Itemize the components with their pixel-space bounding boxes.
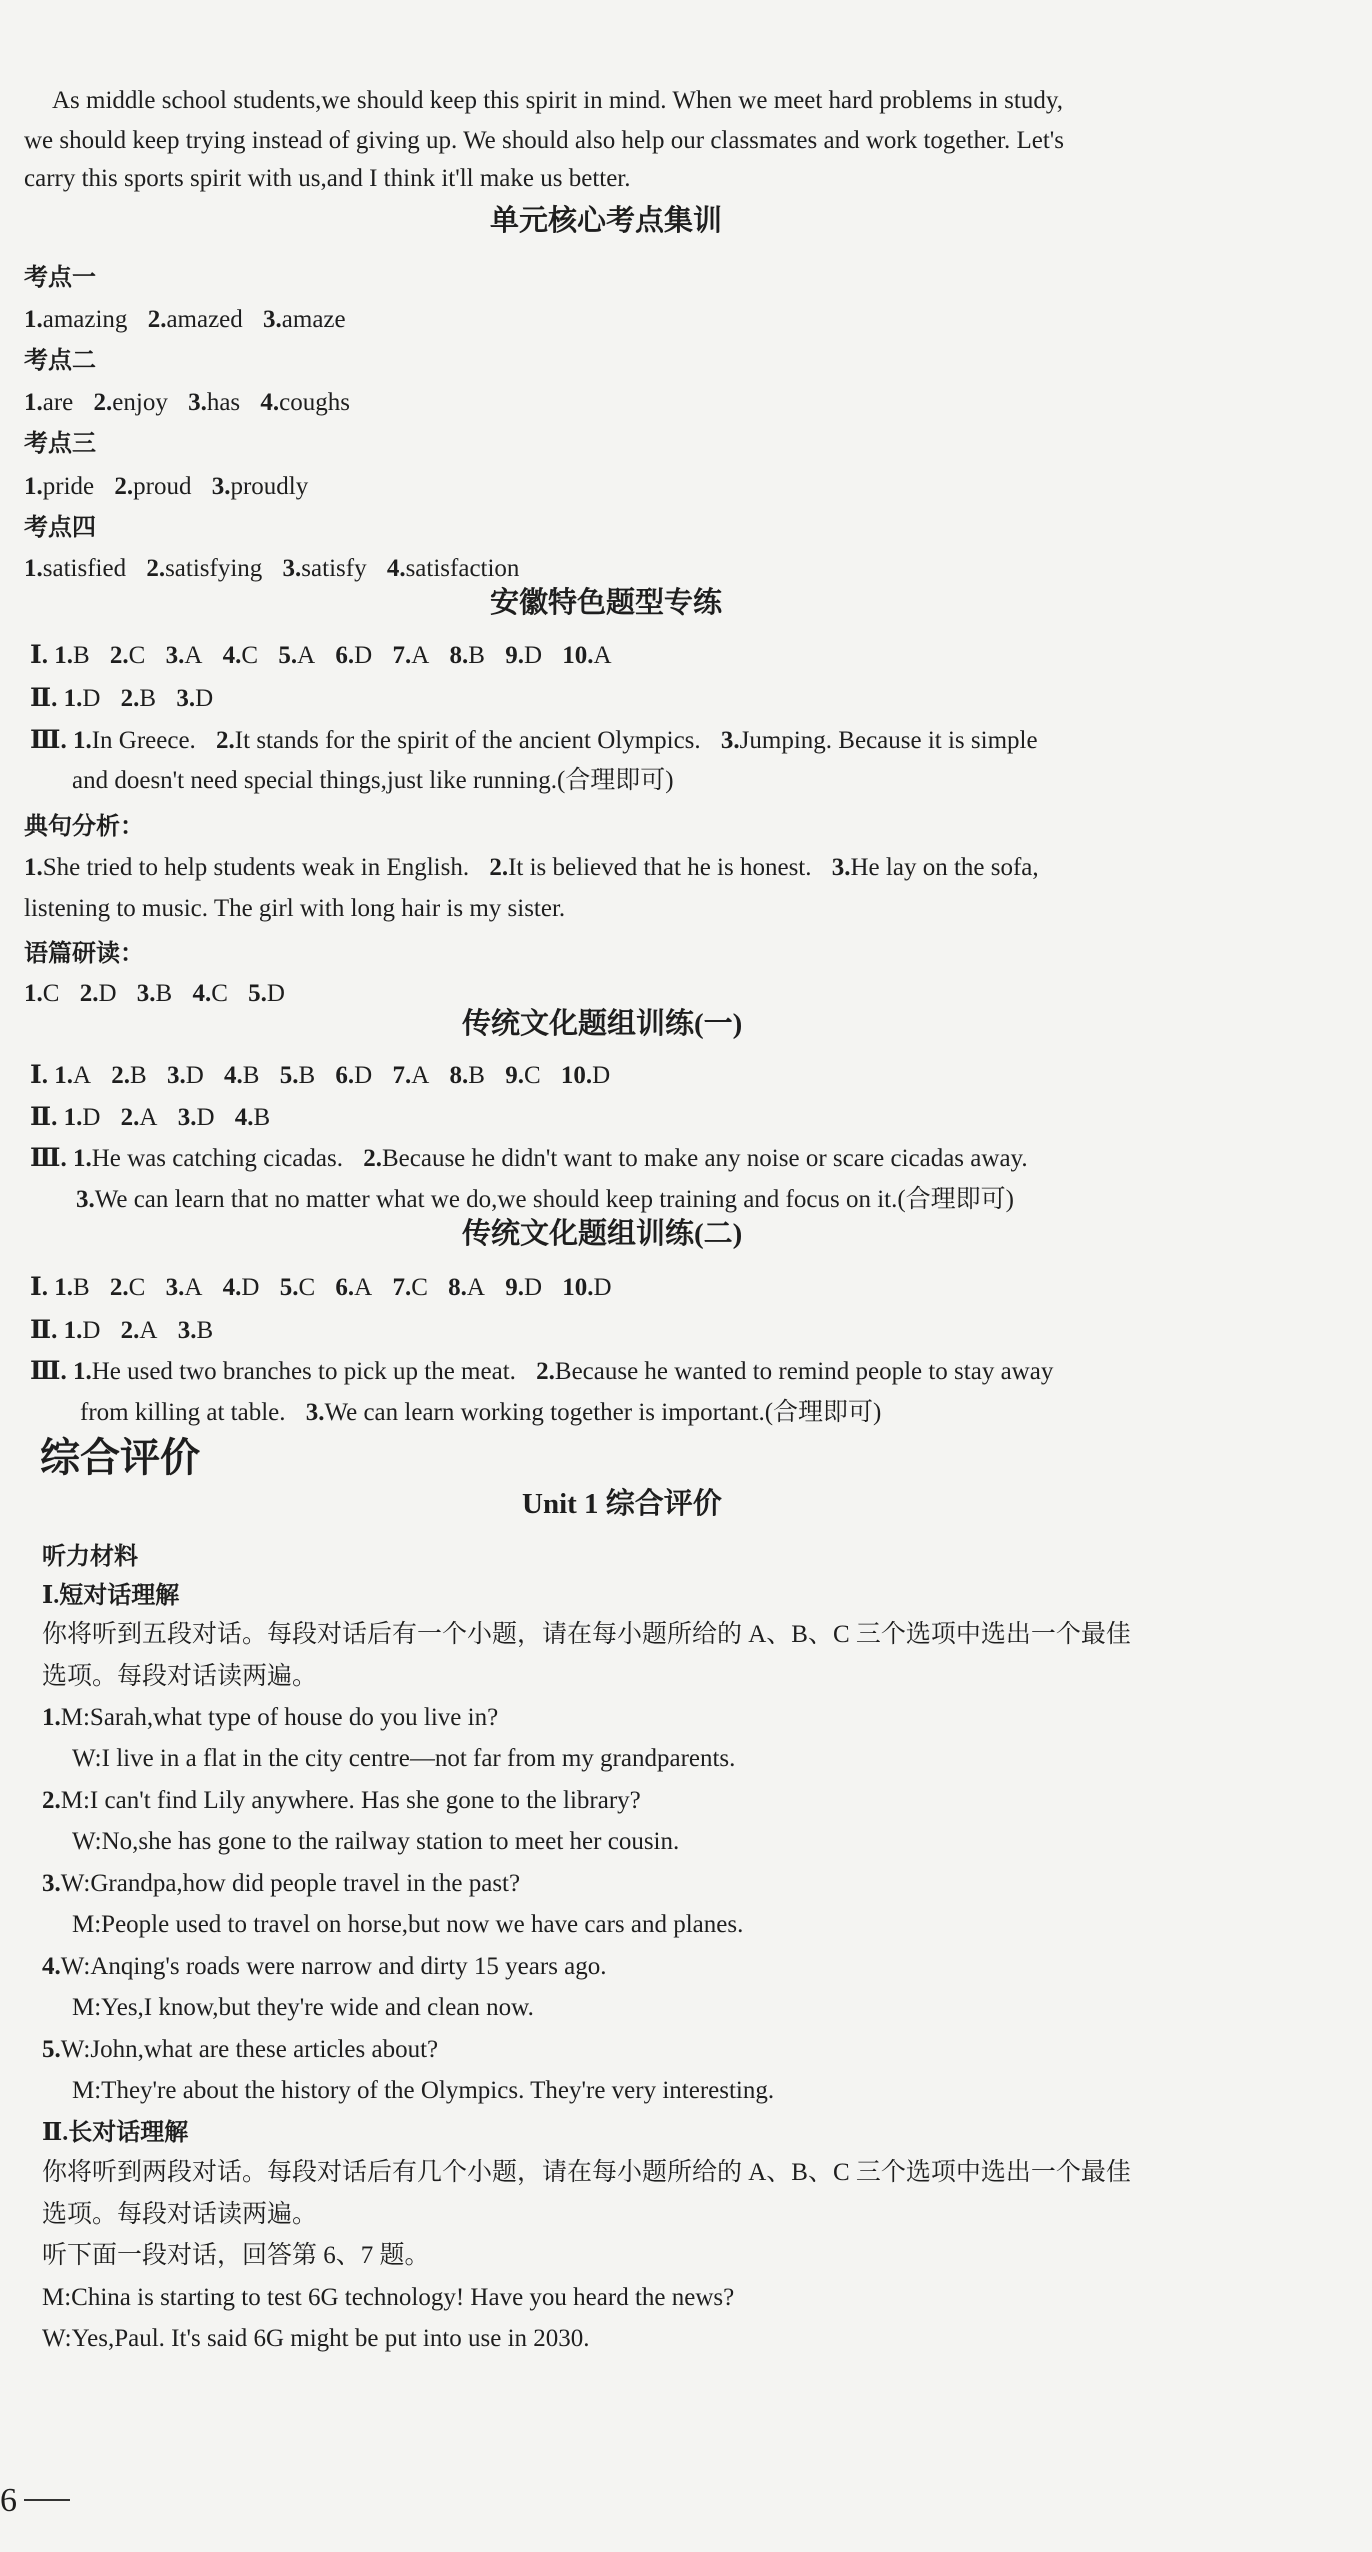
paragraph-line-3: carry this sports spirit with us,and I think it'll make us better. (24, 165, 631, 192)
anhui-part3-line2: and doesn't need special things,just like running.(合理即可) (72, 767, 674, 794)
trad2-part2-answers: Ⅱ. 1.D 2.A 3.B (30, 1317, 214, 1344)
kaodian-1-answers: 1.amazing 2.amazed 3.amaze (24, 306, 346, 333)
dialogue-4-b: M:Yes,I know,but they're wide and clean now. (72, 1994, 534, 2021)
kaodian-2-label: 考点二 (24, 348, 96, 374)
trad1-part1-answers: Ⅰ. 1.A 2.B 3.D 4.B 5.B 6.D 7.A 8.B 9.C 10.D (30, 1062, 611, 1089)
unit-title: Unit 1 综合评价 (522, 1488, 722, 1520)
eval-heading: 综合评价 (40, 1435, 200, 1480)
trad2-part3-line2: from killing at table. 3.We can learn working together is important.(合理即可) (80, 1399, 882, 1426)
part2-label: Ⅱ.长对话理解 (42, 2120, 189, 2146)
trad1-title: 传统文化题组训练(一) (462, 1008, 743, 1040)
kaodian-3-label: 考点三 (24, 431, 96, 457)
kaodian-4-answers: 1.satisfied 2.satisfying 3.satisfy 4.satisfaction (24, 555, 520, 582)
paragraph-line-1: As middle school students,we should keep this spirit in mind. When we meet hard problems in study, (52, 87, 1063, 114)
kaodian-4-label: 考点四 (24, 515, 96, 541)
part2-dialogue-line1: M:China is starting to test 6G technology! Have you heard the news? (42, 2284, 735, 2311)
part2-intro-2: 选项。每段对话读两遍。 (42, 2201, 318, 2228)
page-number-rule (24, 2499, 70, 2501)
dialogue-1-a: 1.M:Sarah,what type of house do you live in? (42, 1704, 499, 1731)
part2-dialogue-line2: W:Yes,Paul. It's said 6G might be put into use in 2030. (42, 2325, 590, 2352)
anhui-part2-answers: Ⅱ. 1.D 2.B 3.D (30, 685, 214, 712)
yupian-answers: 1.C 2.D 3.B 4.C 5.D (24, 980, 285, 1007)
trad1-part3-line1: Ⅲ. 1.He was catching cicadas. 2.Because he didn't want to make any noise or scare cicadas away. (30, 1145, 1028, 1172)
dialogue-3-a: 3.W:Grandpa,how did people travel in the past? (42, 1870, 521, 1897)
kaodian-2-answers: 1.are 2.enjoy 3.has 4.coughs (24, 389, 350, 416)
part1-intro-2: 选项。每段对话读两遍。 (42, 1663, 318, 1690)
trad1-part3-line2: 3.We can learn that no matter what we do,we should keep training and focus on it.(合理即可) (76, 1186, 1015, 1213)
kaodian-1-label: 考点一 (24, 265, 96, 291)
dianju-label: 典句分析： (24, 814, 144, 840)
core-title: 单元核心考点集训 (490, 205, 723, 237)
part2-intro-1: 你将听到两段对话。每段对话后有几个小题，请在每小题所给的 A、B、C 三个选项中选出一个最佳 (42, 2159, 1131, 2186)
dialogue-1-b: W:I live in a flat in the city centre—not far from my grandparents. (72, 1745, 736, 1772)
dialogue-4-a: 4.W:Anqing's roads were narrow and dirty 15 years ago. (42, 1953, 607, 1980)
dialogue-3-b: M:People used to travel on horse,but now we have cars and planes. (72, 1911, 744, 1938)
dialogue-2-b: W:No,she has gone to the railway station to meet her cousin. (72, 1828, 680, 1855)
trad2-part1-answers: Ⅰ. 1.B 2.C 3.A 4.D 5.C 6.A 7.C 8.A 9.D 10.D (30, 1274, 612, 1301)
part1-intro-1: 你将听到五段对话。每段对话后有一个小题，请在每小题所给的 A、B、C 三个选项中选出一个最佳 (42, 1621, 1131, 1648)
dialogue-5-a: 5.W:John,what are these articles about? (42, 2036, 439, 2063)
anhui-part1-answers: Ⅰ. 1.B 2.C 3.A 4.C 5.A 6.D 7.A 8.B 9.D 10.A (30, 642, 612, 669)
anhui-part3-line1: Ⅲ. 1.In Greece. 2.It stands for the spirit of the ancient Olympics. 3.Jumping. Because it is simple (30, 727, 1038, 754)
yupian-label: 语篇研读： (24, 941, 144, 967)
anhui-title: 安徽特色题型专练 (490, 587, 723, 619)
kaodian-3-answers: 1.pride 2.proud 3.proudly (24, 473, 309, 500)
dianju-line1: 1.She tried to help students weak in English. 2.It is believed that he is honest. 3.He lay on the sofa, (24, 854, 1039, 881)
listening-label: 听力材料 (42, 1544, 138, 1570)
trad1-part2-answers: Ⅱ. 1.D 2.A 3.D 4.B (30, 1104, 271, 1131)
dialogue-2-a: 2.M:I can't find Lily anywhere. Has she gone to the library? (42, 1787, 641, 1814)
part2-note: 听下面一段对话，回答第 6、7 题。 (42, 2242, 430, 2269)
trad2-part3-line1: Ⅲ. 1.He used two branches to pick up the meat. 2.Because he wanted to remind people to stay away (30, 1358, 1054, 1385)
dianju-line2: listening to music. The girl with long hair is my sister. (24, 895, 566, 922)
part1-label: Ⅰ.短对话理解 (42, 1583, 180, 1609)
trad2-title: 传统文化题组训练(二) (462, 1218, 743, 1250)
page-number: 6 (0, 2482, 17, 2519)
paragraph-line-2: we should keep trying instead of giving up. We should also help our classmates and work together. Let's (24, 127, 1065, 154)
dialogue-5-b: M:They're about the history of the Olympics. They're very interesting. (72, 2077, 775, 2104)
